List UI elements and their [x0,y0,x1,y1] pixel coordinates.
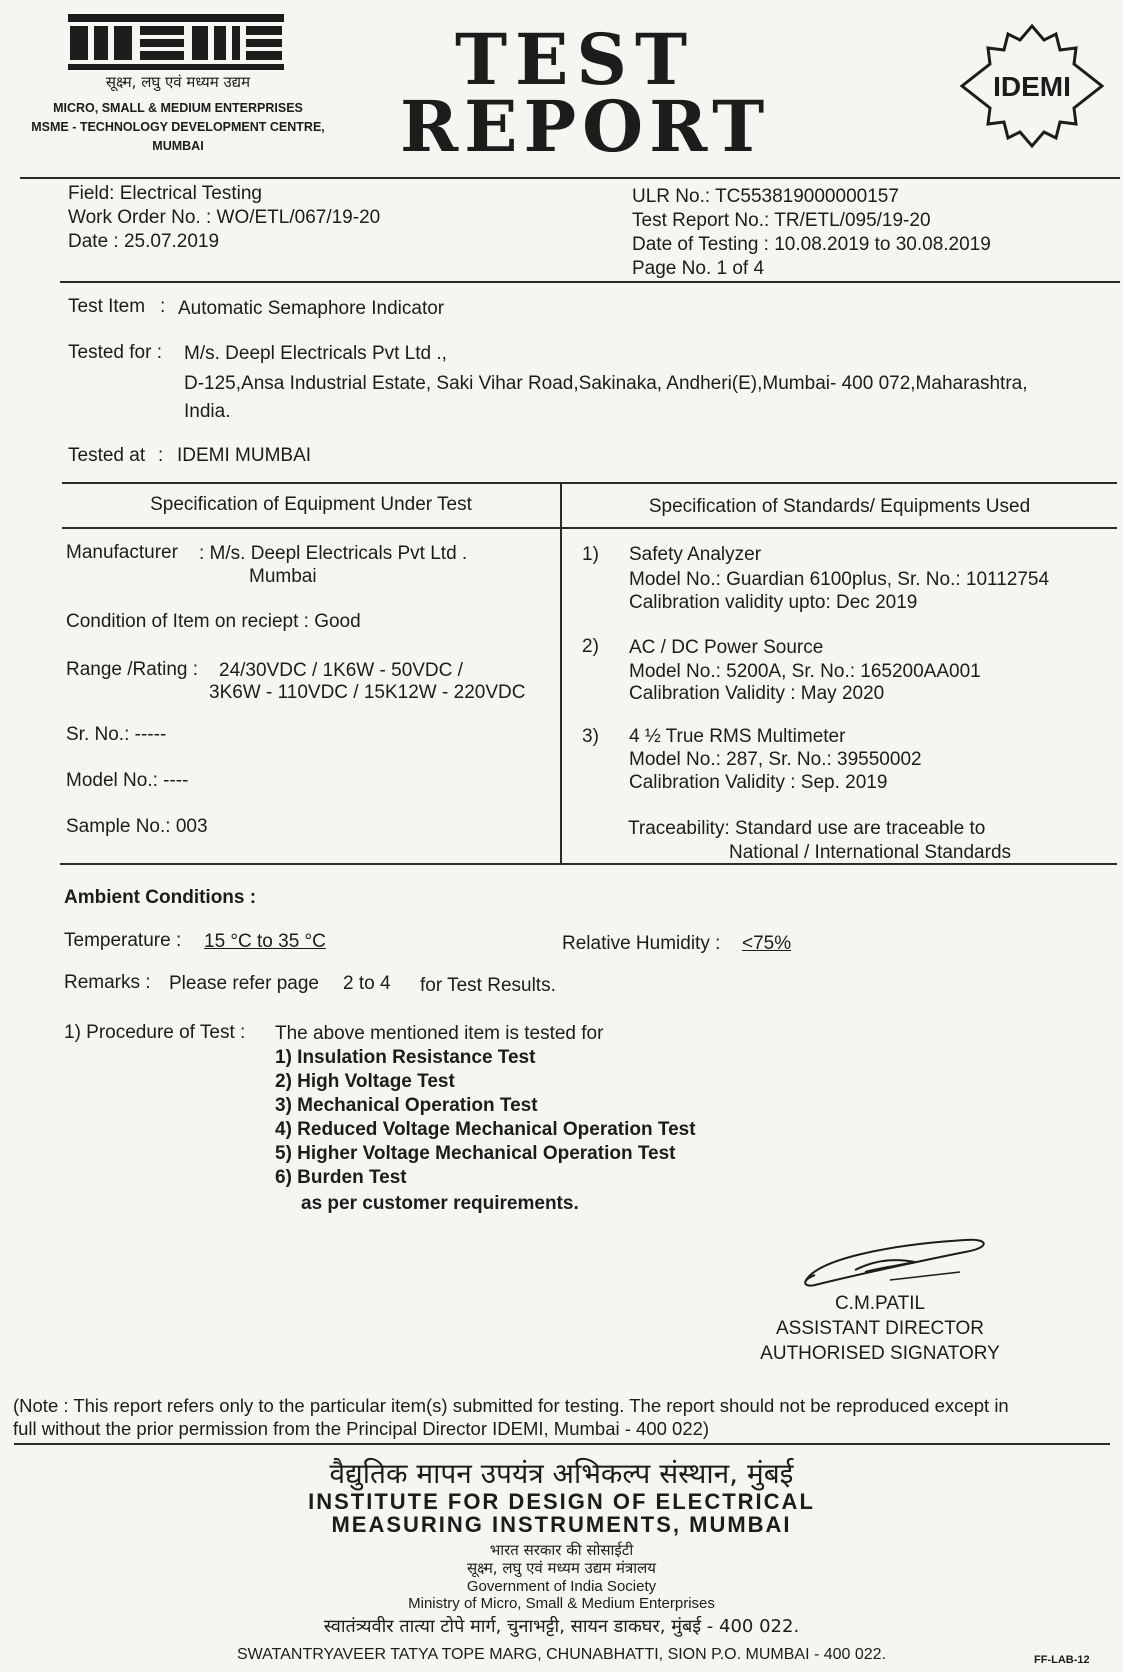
manufacturer-label: Manufacturer [66,542,178,563]
tested-for-label: Tested for : [68,342,162,363]
signatory-title: ASSISTANT DIRECTOR [776,1318,984,1339]
spec-table-header-rule [62,527,1117,529]
test-item-label: Test Item [68,296,146,317]
standard-1-calibration: Calibration validity upto: Dec 2019 [629,592,918,613]
condition-of-item: Condition of Item on reciept : Good [66,611,361,632]
range-label: Range /Rating : [66,659,199,680]
range-line1: 24/30VDC / 1K6W - 50VDC / [219,660,463,681]
title-test: TEST [454,18,696,101]
traceability-line1: Traceability: Standard use are traceable to [628,818,986,839]
spec-equipment-heading: Specification of Equipment Under Test [150,494,472,515]
tested-for-line1: M/s. Deepl Electricals Pvt Ltd ., [184,343,447,364]
procedure-test-4: 4) Reduced Voltage Mechanical Operation Test [275,1119,696,1140]
procedure-test-2: 2) High Voltage Test [275,1071,455,1092]
model-no: Model No.: ---- [66,770,189,791]
msme-line1: MICRO, SMALL & MEDIUM ENTERPRISES [53,101,303,115]
remarks-label: Remarks : [64,972,151,993]
standard-3-num: 3) [582,726,599,747]
msme-logo [68,12,284,72]
standard-1-model: Model No.: Guardian 6100plus, Sr. No.: 10112754 [629,569,1050,590]
idemi-logo [952,22,1112,150]
procedure-label: 1) Procedure of Test : [64,1022,246,1043]
manufacturer-value: : M/s. Deepl Electricals Pvt Ltd . [199,543,468,564]
footer-name-line2: MEASURING INSTRUMENTS, MUMBAI [331,1512,792,1537]
footer-society: Government of India Society [466,1578,657,1595]
signature-image [795,1230,995,1300]
footer-ministry: Ministry of Micro, Small & Medium Enterprises [408,1595,715,1612]
spec-table-bottom-rule [60,863,1117,865]
procedure-test-1: 1) Insulation Resistance Test [275,1047,536,1068]
standard-2-calibration: Calibration Validity : May 2020 [629,683,885,704]
spec-table-divider [560,482,562,864]
standard-1-name: Safety Analyzer [629,544,762,565]
spec-standards-heading: Specification of Standards/ Equipments Used [648,496,1031,517]
ambient-heading: Ambient Conditions : [64,887,257,908]
procedure-test-6: 6) Burden Test [275,1167,407,1188]
signatory-name: C.M.PATIL [834,1293,926,1314]
note-line2: full without the prior permission from the Principal Director IDEMI, Mumbai - 400 022) [13,1418,710,1439]
temperature-value: 15 °C to 35 °C [204,931,326,952]
standard-2-model: Model No.: 5200A, Sr. No.: 165200AA001 [629,661,981,682]
procedure-intro: The above mentioned item is tested for [275,1023,604,1044]
standard-2-num: 2) [582,636,599,657]
tested-for-line2: D-125,Ansa Industrial Estate, Saki Vihar Road,Sakinaka, Andheri(E),Mumbai- 400 072,Maharashtra, [184,373,1028,394]
traceability-line2: National / International Standards [729,842,1012,863]
footer-hindi-name: वैद्युतिक मापन उपयंत्र अभिकल्प संस्थान, मुंबई [329,1457,794,1490]
procedure-test-5: 5) Higher Voltage Mechanical Operation Test [275,1143,676,1164]
manufacturer-city: Mumbai [249,566,317,587]
footer-hindi-ministry: सूक्ष्म, लघु एवं मध्यम उद्यम मंत्रालय [467,1559,656,1577]
form-code: FF-LAB-12 [1034,1654,1090,1666]
remarks-pages: 2 to 4 [343,973,391,994]
work-order: Work Order No. : WO/ETL/067/19-20 [68,207,381,228]
ulr-number: ULR No.: TC553819000000157 [632,186,899,207]
tested-at-value: IDEMI MUMBAI [177,445,312,466]
msme-line2: MSME - TECHNOLOGY DEVELOPMENT CENTRE, [31,120,325,134]
temperature-label: Temperature : [64,930,182,951]
sample-no: Sample No.: 003 [66,816,208,837]
humidity-label: Relative Humidity : [562,933,721,954]
standard-3-calibration: Calibration Validity : Sep. 2019 [629,772,888,793]
report-date: Date : 25.07.2019 [68,231,220,252]
standard-2-name: AC / DC Power Source [629,637,824,658]
footer-hindi-society: भारत सरकार की सोसाईटी [489,1541,634,1559]
range-line2: 3K6W - 110VDC / 15K12W - 220VDC [209,682,526,703]
msme-hindi: सूक्ष्म, लघु एवं मध्यम उद्यम [105,73,251,91]
standard-1-num: 1) [582,544,599,565]
procedure-test-3: 3) Mechanical Operation Test [275,1095,538,1116]
sr-no: Sr. No.: ----- [66,724,167,745]
footer-name-line1: INSTITUTE FOR DESIGN OF ELECTRICAL [308,1489,815,1514]
tested-for-line3: India. [184,401,231,422]
title-report: REPORT [400,85,771,168]
note-rule [14,1443,1110,1445]
date-of-testing: Date of Testing : 10.08.2019 to 30.08.2019 [632,234,991,255]
page-number: Page No. 1 of 4 [632,258,765,279]
header-rule [20,177,1120,179]
remarks-text-a: Please refer page [169,973,319,994]
procedure-closing: as per customer requirements. [301,1193,579,1214]
humidity-value: <75% [742,933,792,954]
meta-rule [60,281,1120,283]
tested-at-label: Tested at [68,445,146,466]
test-item-value: Automatic Semaphore Indicator [178,298,445,319]
test-report-number: Test Report No.: TR/ETL/095/19-20 [632,210,931,231]
field: Field: Electrical Testing [68,183,262,204]
idemi-logo-text: IDEMI [993,71,1071,102]
standard-3-model: Model No.: 287, Sr. No.: 39550002 [629,749,922,770]
footer-hindi-address: स्वातंत्र्यवीर तात्या टोपे मार्ग, चुनाभट्टी, सायन डाकघर, मुंबई - 400 022. [323,1616,800,1637]
standard-3-name: 4 ½ True RMS Multimeter [629,726,846,747]
msme-line3: MUMBAI [152,139,204,153]
remarks-text-b: for Test Results. [420,975,556,996]
spec-table-top-rule [62,482,1117,484]
note-line1: (Note : This report refers only to the particular item(s) submitted for testing. The report should not be reproduced except in [13,1395,1009,1416]
signatory-role: AUTHORISED SIGNATORY [760,1343,1000,1364]
footer-address: SWATANTRYAVEER TATYA TOPE MARG, CHUNABHATTI, SION P.O. MUMBAI - 400 022. [236,1646,887,1663]
